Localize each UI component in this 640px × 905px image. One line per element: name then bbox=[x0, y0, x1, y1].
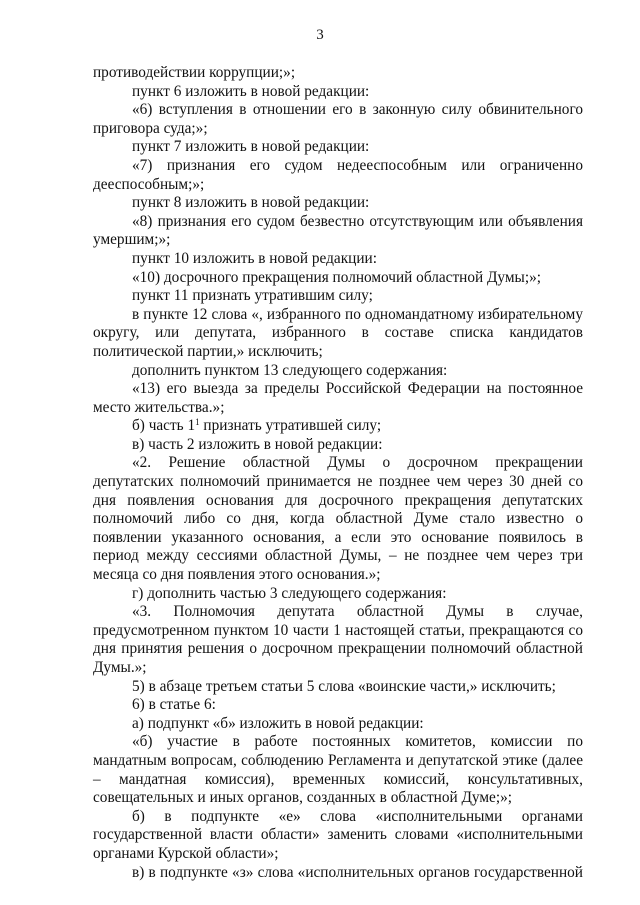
paragraph-11: в пункте 12 слова «, избранного по одномандатному избирательному округу, или депутата, избранного в составе списка кандидатов политической партии,» исключить; bbox=[93, 305, 583, 360]
paragraph-17: г) дополнить частью 3 следующего содержания: bbox=[132, 584, 447, 602]
paragraph-22: «б) участие в работе постоянных комитетов, комиссии по мандатным вопросам, соблюдению Регламента и депутатской этике (далее – мандатная комиссия), временных комиссий, консультативных, совещательных и иных органов, созданных в областной Думе;»; bbox=[93, 733, 583, 807]
paragraph-14-text-after: признать утратившей силу; bbox=[199, 417, 382, 435]
paragraph-8: пункт 10 изложить в новой редакции: bbox=[132, 249, 377, 267]
paragraph-10: пункт 11 признать утратившим силу; bbox=[132, 287, 373, 305]
paragraph-9: «10) досрочного прекращения полномочий областной Думы;»; bbox=[132, 268, 541, 286]
paragraph-7: «8) признания его судом безвестно отсутствующим или объявления умершим;»; bbox=[93, 212, 583, 249]
paragraph-12: дополнить пунктом 13 следующего содержания: bbox=[132, 361, 448, 379]
paragraph-3: «6) вступления в отношении его в законную силу обвинительного приговора суда;»; bbox=[93, 101, 583, 137]
paragraph-1: противодействии коррупции;»; bbox=[93, 64, 296, 81]
paragraph-14-text-before: б) часть 1 bbox=[132, 417, 196, 435]
paragraph-14 bbox=[93, 417, 583, 436]
paragraph-5: «7) признания его судом недееспособным или ограниченно дееспособным;»; bbox=[93, 156, 583, 193]
page-number: 3 bbox=[316, 27, 324, 43]
paragraph-19: 5) в абзаце третьем статьи 5 слова «воинские части,» исключить; bbox=[132, 677, 556, 695]
paragraph-6: пункт 8 изложить в новой редакции: bbox=[132, 194, 370, 212]
document-body bbox=[93, 64, 583, 882]
paragraph-15: в) часть 2 изложить в новой редакции: bbox=[132, 435, 383, 453]
paragraph-16: «2. Решение областной Думы о досрочном прекращении депутатских полномочий принимается не позднее чем через 30 дней со дня появления основания для досрочного прекращения депутатских полномочий либо со дня, когда областной Думе стало известно о появлении указанного основания, а если это основание появилось в период между сессиями областной Думы, – не позднее чем через три месяца со дня появления этого основания.»; bbox=[93, 454, 583, 584]
paragraph-21: а) подпункт «б» изложить в новой редакции: bbox=[132, 714, 424, 732]
paragraph-24: в) в подпункте «з» слова «исполнительных органов государственной bbox=[132, 863, 583, 881]
paragraph-23: б) в подпункте «е» слова «исполнительными органами государственной власти области» заменить словами «исполнительными органами Курской области»; bbox=[93, 807, 583, 862]
paragraph-4: пункт 7 изложить в новой редакции: bbox=[132, 138, 370, 156]
superscript-1: 1 bbox=[195, 417, 200, 428]
paragraph-13: «13) его выезда за пределы Российской Федерации на постоянное место жительства.»; bbox=[93, 380, 583, 416]
paragraph-2: пункт 6 изложить в новой редакции: bbox=[132, 82, 370, 100]
paragraph-18: «3. Полномочия депутата областной Думы в случае, предусмотренном пунктом 10 части 1 настоящей статьи, прекращаются со дня принятия решения о досрочном прекращении полномочий областной Думы.»; bbox=[93, 603, 583, 676]
paragraph-20: 6) в статье 6: bbox=[132, 696, 216, 714]
